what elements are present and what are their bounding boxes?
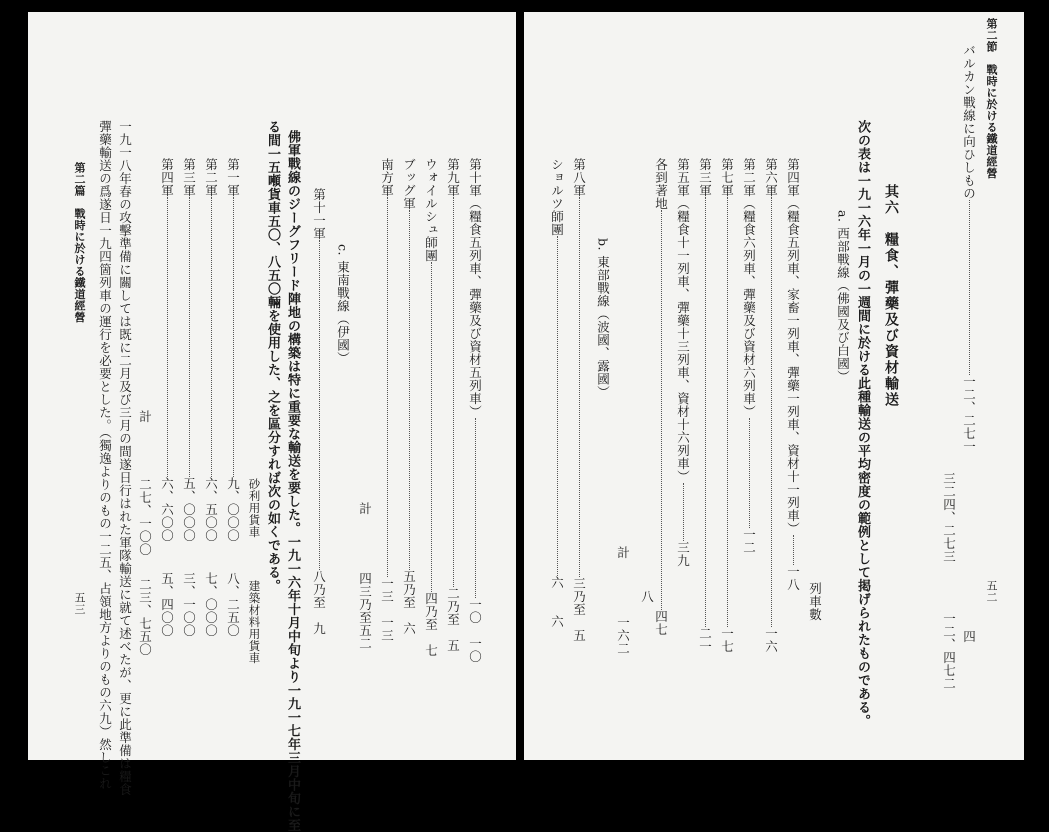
balkan-row: バルカン戰線に向ひしもの一二、二七一 [961,44,977,453]
intro-text: 次の表は一九一六年一月の一週間に於ける此種輸送の平均密度の範例として掲げられたものである。 [855,120,870,728]
table-row-2: 第二軍六、五〇〇七、〇〇〇 [203,158,219,637]
page-number: 五二 [985,580,998,603]
running-foot: 第二篇 戰時に於ける鐵道經營 [73,162,86,323]
running-head: 第二節 戰時に於ける鐵道經營 [985,18,998,179]
table-total-gravel: 二七、一〇〇 [137,478,153,556]
table-row-4: 第四軍六、六〇〇五、四〇〇 [159,158,175,637]
table-row-3: 第三軍五、〇〇〇三、一〇〇 [181,158,197,637]
row-a-2: 第六軍一六 [763,158,779,653]
balkan-extra: 四 [961,630,977,643]
table-row-1: 第一軍九、〇〇〇八、二五〇 [225,158,241,637]
section-b-heading: b. 東部戰線（波國、露國） [595,238,611,399]
row-b-6: ブッグ軍五乃至 六 [401,158,417,635]
row-b-4: 第九軍二乃至 五 [445,158,461,652]
row-b-1: 第八軍三乃至 五 [571,158,587,642]
row-a-3: 第二軍（糧食六列車、彈藥及び資材六列車）一二 [741,158,757,554]
row-a-7: 各到著地四七 [653,158,669,636]
right-page [524,12,1024,760]
section-c-heading: c. 東南戰線（伊國） [335,244,351,365]
left-page-number: 五三 [73,592,86,615]
row-b-5: ウォイルシュ師團四乃至 七 [423,158,439,657]
section-a-heading: a. 西部戰線（佛國及び白國） [835,210,851,383]
table-total-label: 計 [137,410,153,423]
row-b-7: 南方軍一三 一三 [379,158,395,642]
table-header-material: 建築材料用貨車 [247,580,262,664]
para1-cont: る間一五噸貨車五〇、八五〇輛を使用した、之を區分すれば次の如くである。 [265,120,280,593]
balkan-totals2: 一二、四七二 [941,612,957,690]
balkan-totals: 三二四、二七三 [941,472,957,563]
row-a-1: 第四軍（糧食五列車、家畜一列車、彈藥一列車、資材十一列車）一八 [785,158,801,591]
row-a-5: 第三軍二一 [697,158,713,653]
row-b-2: ショルツ師團六 六 [549,158,565,628]
total-b-value: 四三乃至五二 [357,572,373,650]
bracket-value: 八 [639,590,655,603]
row-c-1: 第十一軍八乃至 九 [311,188,327,635]
left-page [28,12,516,832]
para2-cont: 彈藥輸送の爲遂日一九四箇列車の運行を必要とした。（獨逸よりのもの一二五、占領地方よりのもの六九）然しこれ [97,120,113,790]
total-a-label: 計 [615,546,631,559]
col-header: 列車數 [807,582,823,621]
table-header-gravel: 砂利用貨車 [247,478,262,538]
total-a-value: 一六二 [615,616,631,655]
para2: 一九一八年春の攻擊準備に關しては既に二月及び三月の間遂日行はれた軍隊輸送に就て述べたが、更に此準備は糧食 [117,120,133,796]
para1: 佛軍戰線のジーグフリード陣地の構築は特に重要な輸送を要した。一九一六年十月中旬より一九一七年三月中旬に至 [285,130,300,832]
total-b-label: 計 [357,502,373,515]
table-total-material: 二三、七五〇 [137,578,153,656]
row-a-6: 第五軍（糧食十一列車、彈藥十三列車、資材十六列車）三九 [675,158,691,567]
section-title: 其六 糧食、彈藥及び資材輸送 [883,184,899,408]
row-b-3: 第十軍（糧食五列車、彈藥及び資材五列車）一〇 一〇 [467,158,483,663]
row-a-4: 第七軍一七 [719,158,735,653]
